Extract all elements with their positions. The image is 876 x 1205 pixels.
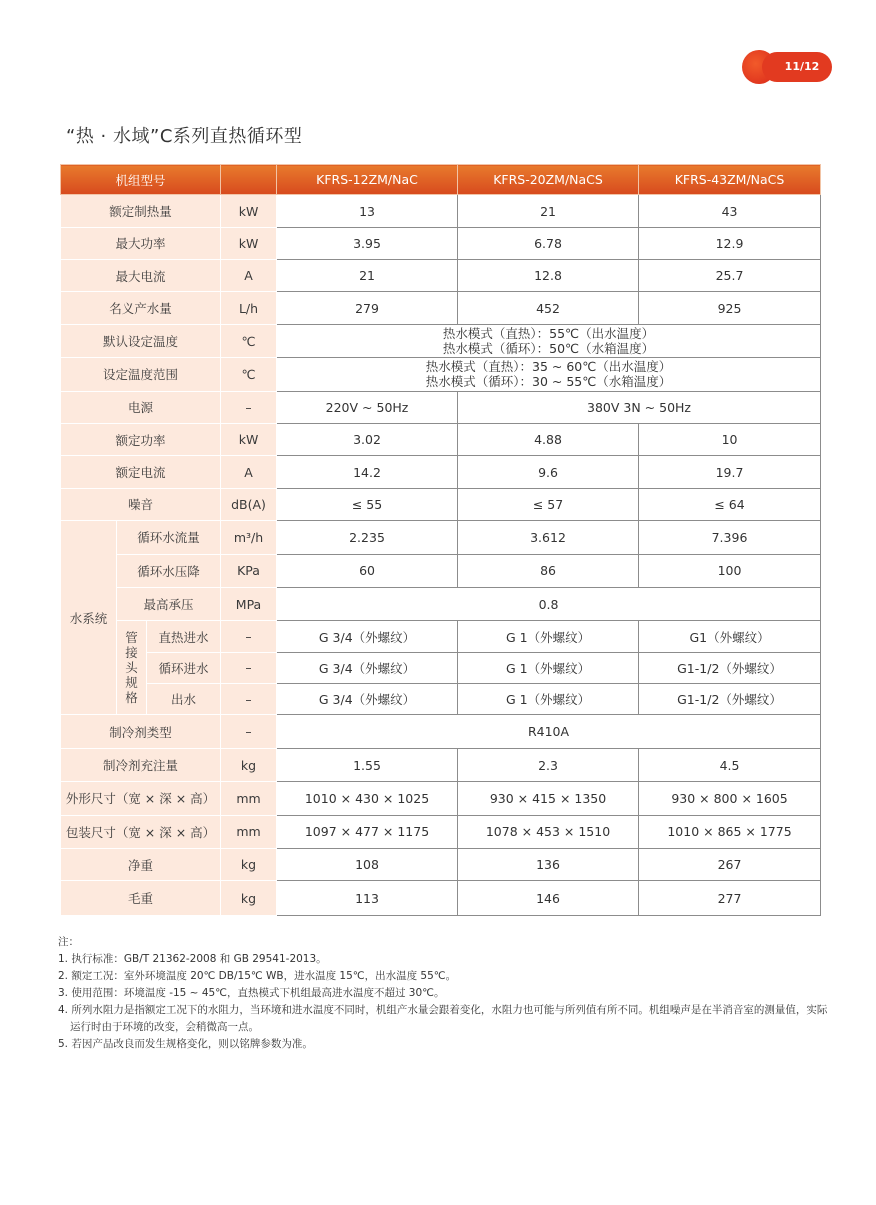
pipe-label-char: 头	[125, 660, 138, 676]
cell-value: 930 × 800 × 1605	[639, 782, 821, 815]
pipe-spec-label	[117, 621, 147, 715]
cell-value: 1010 × 865 × 1775	[639, 815, 821, 848]
row-label: 循环进水	[147, 652, 221, 683]
cell-value: 4.5	[639, 748, 821, 781]
cell-value: 13	[277, 195, 458, 227]
cell-value: 1078 × 453 × 1510	[458, 815, 639, 848]
cell-value: G 3/4（外螺纹）	[277, 684, 458, 715]
row-unit: L/h	[221, 292, 277, 324]
cell-value: 7.396	[639, 521, 821, 554]
row-unit: kg	[221, 849, 277, 881]
cell-value-merged	[277, 324, 821, 357]
row-unit: kW	[221, 227, 277, 259]
cell-value: G 1（外螺纹）	[458, 652, 639, 683]
cell-value: 146	[458, 881, 639, 916]
cell-value: 4.88	[458, 424, 639, 456]
table-row	[61, 881, 821, 916]
header-model-label: 机组型号	[61, 165, 221, 195]
table-row	[61, 391, 821, 423]
cell-line: 热水模式（直热）：55℃（出水温度）	[442, 326, 655, 342]
table-row	[61, 554, 821, 587]
row-label: 外形尺寸（宽 × 深 × 高）	[61, 782, 221, 815]
cell-value: 12.8	[458, 260, 639, 292]
cell-value: G 3/4（外螺纹）	[277, 652, 458, 683]
cell-value: 108	[277, 849, 458, 881]
table-row	[61, 587, 821, 620]
pipe-label-char: 规	[125, 675, 138, 691]
header-model: KFRS-43ZM/NaCS	[639, 165, 821, 195]
cell-value: 6.78	[458, 227, 639, 259]
table-row	[61, 652, 821, 683]
pipe-label-char: 接	[125, 645, 138, 661]
page-number-badge	[738, 44, 834, 84]
note-item: 2. 额定工况：室外环境温度 20℃ DB/15℃ WB，进水温度 15℃，出水温度 55℃。	[58, 970, 457, 982]
cell-value: 1097 × 477 × 1175	[277, 815, 458, 848]
header-model: KFRS-12ZM/NaC	[277, 165, 458, 195]
cell-value: ≤ 64	[639, 488, 821, 520]
row-label: 制冷剂充注量	[61, 748, 221, 781]
row-unit: –	[221, 715, 277, 748]
cell-value: G1（外螺纹）	[639, 621, 821, 652]
row-unit: –	[221, 652, 277, 683]
row-label: 噪音	[61, 488, 221, 520]
row-unit: –	[221, 391, 277, 423]
cell-value: 452	[458, 292, 639, 324]
note-item: 3. 使用范围：环境温度 -15 ~ 45℃，直热模式下机组最高进水温度不超过 30℃。	[58, 987, 445, 999]
row-unit: A	[221, 456, 277, 488]
cell-value: G1-1/2（外螺纹）	[639, 652, 821, 683]
cell-value: 1.55	[277, 748, 458, 781]
table-row	[61, 782, 821, 815]
cell-value-merged: 0.8	[277, 587, 821, 620]
cell-value: 60	[277, 554, 458, 587]
row-unit: –	[221, 621, 277, 652]
cell-value: 277	[639, 881, 821, 916]
cell-value: 113	[277, 881, 458, 916]
table-row	[61, 849, 821, 881]
table-row	[61, 227, 821, 259]
water-system-label: 水系统	[61, 521, 117, 715]
cell-line: 热水模式（循环）：30 ~ 55℃（水箱温度）	[425, 374, 672, 390]
table-row	[61, 195, 821, 227]
row-label: 默认设定温度	[61, 324, 221, 357]
row-label: 额定功率	[61, 424, 221, 456]
table-row	[61, 292, 821, 324]
table-header-row	[61, 165, 821, 195]
table-row	[61, 621, 821, 652]
table-row	[61, 424, 821, 456]
row-unit: m³/h	[221, 521, 277, 554]
notes-heading: 注：	[58, 936, 79, 948]
cell-value: 220V ~ 50Hz	[277, 391, 458, 423]
cell-value: 9.6	[458, 456, 639, 488]
note-item: 5. 若因产品改良而发生规格变化，则以铭牌参数为准。	[58, 1038, 313, 1050]
row-unit: kg	[221, 881, 277, 916]
row-unit: kW	[221, 195, 277, 227]
row-unit: KPa	[221, 554, 277, 587]
table-row	[61, 488, 821, 520]
note-item: 1. 执行标准：GB/T 21362-2008 和 GB 29541-2013。	[58, 953, 327, 965]
row-unit: ℃	[221, 358, 277, 391]
cell-value: 3.612	[458, 521, 639, 554]
cell-value: 3.02	[277, 424, 458, 456]
cell-value: 2.235	[277, 521, 458, 554]
row-label: 设定温度范围	[61, 358, 221, 391]
note-item: 4. 所列水阻力是指额定工况下的水阻力，当环境和进水温度不同时，机组产水量会跟着变化，水阻力也可能与所列值有所不同。机组噪声是在半消音室的测量值，实际运行时由于环境的改变，会稍微高一点。	[58, 1004, 828, 1033]
row-label: 额定电流	[61, 456, 221, 488]
cell-value-merged	[277, 358, 821, 391]
table-row	[61, 456, 821, 488]
cell-line: 热水模式（循环）：50℃（水箱温度）	[442, 341, 655, 357]
row-label: 净重	[61, 849, 221, 881]
table-row	[61, 260, 821, 292]
row-label: 名义产水量	[61, 292, 221, 324]
notes-section	[58, 934, 828, 1053]
cell-value: 21	[277, 260, 458, 292]
row-unit: kg	[221, 748, 277, 781]
row-label: 制冷剂类型	[61, 715, 221, 748]
row-unit: A	[221, 260, 277, 292]
table-row	[61, 748, 821, 781]
row-label: 最大功率	[61, 227, 221, 259]
cell-value: 930 × 415 × 1350	[458, 782, 639, 815]
page-title: “热 · 水域”C系列直热循环型	[66, 126, 303, 147]
row-unit: kW	[221, 424, 277, 456]
row-unit: ℃	[221, 324, 277, 357]
cell-value: 14.2	[277, 456, 458, 488]
page-number: 11/12	[762, 52, 832, 82]
cell-value-merged: R410A	[277, 715, 821, 748]
cell-value-merged: 380V 3N ~ 50Hz	[458, 391, 821, 423]
cell-value: 1010 × 430 × 1025	[277, 782, 458, 815]
spec-table	[60, 164, 821, 916]
table-row	[61, 715, 821, 748]
header-model: KFRS-20ZM/NaCS	[458, 165, 639, 195]
cell-value: ≤ 55	[277, 488, 458, 520]
table-row	[61, 521, 821, 554]
cell-value: ≤ 57	[458, 488, 639, 520]
row-label: 电源	[61, 391, 221, 423]
cell-value: 925	[639, 292, 821, 324]
table-row	[61, 684, 821, 715]
row-label: 最高承压	[117, 587, 221, 620]
cell-value: 2.3	[458, 748, 639, 781]
cell-value: G 1（外螺纹）	[458, 621, 639, 652]
cell-value: 86	[458, 554, 639, 587]
row-label: 出水	[147, 684, 221, 715]
cell-value: 100	[639, 554, 821, 587]
row-unit: dB(A)	[221, 488, 277, 520]
row-label: 额定制热量	[61, 195, 221, 227]
cell-value: G 1（外螺纹）	[458, 684, 639, 715]
row-label: 最大电流	[61, 260, 221, 292]
row-unit: –	[221, 684, 277, 715]
row-unit: MPa	[221, 587, 277, 620]
cell-value: G1-1/2（外螺纹）	[639, 684, 821, 715]
pipe-label-char: 管	[125, 630, 138, 646]
cell-value: 19.7	[639, 456, 821, 488]
row-label: 包装尺寸（宽 × 深 × 高）	[61, 815, 221, 848]
cell-value: 12.9	[639, 227, 821, 259]
table-row	[61, 358, 821, 391]
row-label: 循环水压降	[117, 554, 221, 587]
cell-value: 3.95	[277, 227, 458, 259]
cell-value: 43	[639, 195, 821, 227]
cell-value: G 3/4（外螺纹）	[277, 621, 458, 652]
row-label: 直热进水	[147, 621, 221, 652]
row-unit: mm	[221, 815, 277, 848]
cell-value: 279	[277, 292, 458, 324]
table-row	[61, 815, 821, 848]
row-label: 毛重	[61, 881, 221, 916]
cell-value: 267	[639, 849, 821, 881]
pipe-label-char: 格	[125, 690, 138, 706]
cell-value: 136	[458, 849, 639, 881]
table-row	[61, 324, 821, 357]
cell-value: 21	[458, 195, 639, 227]
cell-line: 热水模式（直热）：35 ~ 60℃（出水温度）	[425, 359, 672, 375]
row-unit: mm	[221, 782, 277, 815]
cell-value: 25.7	[639, 260, 821, 292]
row-label: 循环水流量	[117, 521, 221, 554]
cell-value: 10	[639, 424, 821, 456]
